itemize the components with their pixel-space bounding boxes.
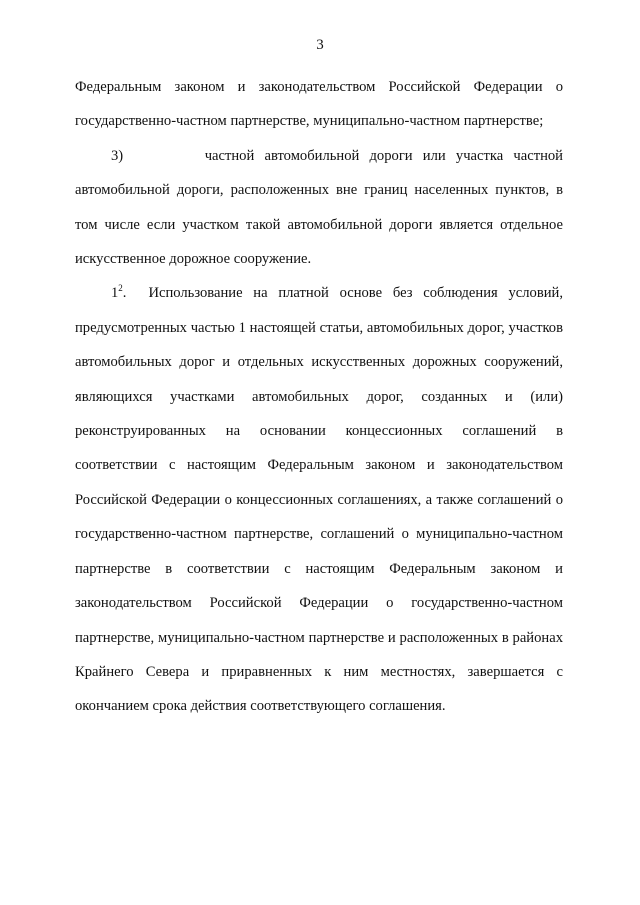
paragraph-text: Использование на платной основе без соблюдения условий, предусмотренных частью 1 настоящей статьи, автомобильных дорог, участков автомобильных дорог и отдельных искусственных дорожных сооружений, являющихся участками автомобильных дорог, созданных и (или) реконструированных на основании концессионных соглашений в соответствии с настоящим Федеральным законом и законодательством Российской Федерации о концессионных соглашениях, а также соглашений о государственно-частном партнерстве, соглашений о муниципально-частном партнерстве в соответствии с настоящим Федеральным законом и законодательством Российской Федерации о государственно-частном партнерстве, муниципально-частном партнерстве и расположенных в районах Крайнего Севера и приравненных к ним местностях, завершается с окончанием срока действия соответствующего соглашения. (75, 285, 563, 715)
item-number: 3) (111, 147, 124, 164)
part-dot: . (122, 285, 127, 302)
part-superscript: 2 (118, 283, 123, 294)
document-body (75, 70, 563, 724)
paragraph-item-3 (75, 139, 563, 277)
paragraph-continuation: Федеральным законом и законодательством Российской Федерации о государственно-частном партнерстве, муниципально-частном партнерстве; (75, 79, 563, 130)
paragraph-part-1-2 (75, 276, 563, 723)
paragraph-text: частной автомобильной дороги или участка частной автомобильной дороги, расположенных вне границ населенных пунктов, в том числе если участком такой автомобильной дороги является отдельное искусственное дорожное сооружение. (75, 147, 563, 268)
page-number: 3 (316, 37, 324, 53)
part-number: 1 (111, 285, 119, 302)
